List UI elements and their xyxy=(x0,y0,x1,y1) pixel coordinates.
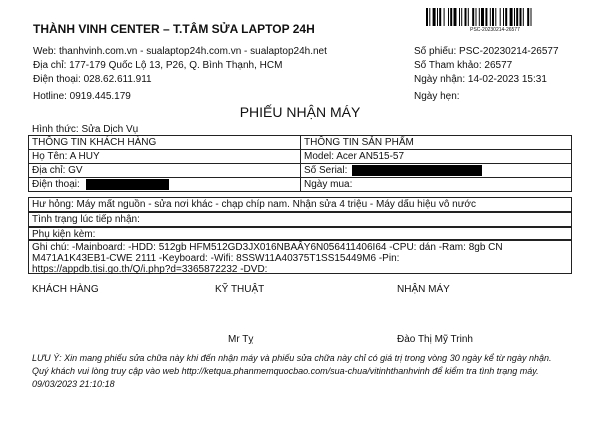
table-row xyxy=(29,136,572,150)
table-row xyxy=(29,164,572,178)
product-model: Model: Acer AN515-57 xyxy=(301,150,572,164)
condition-on-receipt: Tình trạng lúc tiếp nhận: xyxy=(28,212,572,227)
company-website: Web: thanhvinh.com.vn - sualaptop24h.com.vn - sualaptop24h.net xyxy=(33,46,327,57)
signature-technician: KỸ THUẬT xyxy=(215,284,265,295)
serial-redaction xyxy=(352,165,482,176)
signature-receiver: NHẬN MÁY xyxy=(397,284,450,295)
customer-phone-cell xyxy=(29,178,301,192)
purchase-date: Ngày mua: xyxy=(301,178,572,192)
phone-redaction xyxy=(86,179,169,190)
reference-number: Số Tham khảo: 26577 xyxy=(414,60,513,71)
footer-note-website: Quý khách vui lòng truy cập vào web http://ketqua.phanmemquocbao.com/sua-chua/vitinhthanhvinh để kiểm tra tình trạng máy. xyxy=(32,366,539,376)
appointment-date: Ngày hẹn: xyxy=(414,91,460,102)
service-type: Hình thức: Sửa Dịch Vụ xyxy=(32,124,139,135)
customer-heading: THÔNG TIN KHÁCH HÀNG xyxy=(29,136,301,150)
info-table xyxy=(28,135,572,192)
serial-label: Số Serial: xyxy=(304,165,348,176)
signature-customer: KHÁCH HÀNG xyxy=(32,284,99,295)
notes-line: https://appdb.tisi.go.th/Q/i.php?d=3365872232 -DVD: xyxy=(32,264,268,275)
technician-name: Mr Tỵ xyxy=(228,334,254,345)
received-date: Ngày nhận: 14-02-2023 15:31 xyxy=(414,74,547,85)
customer-name: Họ Tên: A HUY xyxy=(29,150,301,164)
barcode-text: PSC-20230214-26577 xyxy=(470,27,520,33)
product-heading: THÔNG TIN SẢN PHẨM xyxy=(301,136,572,150)
notes-box xyxy=(28,240,572,274)
barcode-image xyxy=(426,8,564,26)
company-hotline: Hotline: 0919.445.179 xyxy=(33,91,131,102)
company-name: THÀNH VINH CENTER – T.TÂM SỬA LAPTOP 24H xyxy=(33,22,315,36)
receipt-number: Số phiếu: PSC-20230214-26577 xyxy=(414,46,559,57)
phone-label: Điện thoại: xyxy=(32,179,80,190)
table-row xyxy=(29,150,572,164)
printed-timestamp: 09/03/2023 21:10:18 xyxy=(32,379,115,389)
table-row xyxy=(29,178,572,192)
receiver-name: Đào Thị Mỹ Trinh xyxy=(397,334,473,345)
notes-line: Ghi chú: -Mainboard: -HDD: 512gb HFM512GD3JX016NBAÂY6N056411406I64 -CPU: dán -Ram: 8gb CN xyxy=(32,242,503,253)
accessories: Phụ kiện kèm: xyxy=(28,227,572,240)
footer-note: LƯU Ý: Xin mang phiếu sửa chữa này khi đến nhận máy và phiếu sửa chữa này chỉ có giá trị trong vòng 30 ngày kể từ ngày nhận. xyxy=(32,353,552,363)
document-title: PHIẾU NHẬN MÁY xyxy=(239,104,361,120)
customer-address: Địa chỉ: GV xyxy=(29,164,301,178)
damage-description: Hư hỏng: Máy mất nguồn - sửa nơi khác - chạp chíp nam. Nhận sửa 4 triệu - Máy dấu hiệu vô nước xyxy=(28,197,572,212)
company-phone: Điện thoại: 028.62.611.911 xyxy=(33,74,152,85)
company-address: Địa chỉ: 177-179 Quốc Lộ 13, P26, Q. Bình Thạnh, HCM xyxy=(33,60,283,71)
notes-line: M471A1K43EB1-CWE 2111 -Keyboard: -Wifi: 8SSW11A40375T1SS15449M6 -Pin: xyxy=(32,253,400,264)
product-serial-cell xyxy=(301,164,572,178)
